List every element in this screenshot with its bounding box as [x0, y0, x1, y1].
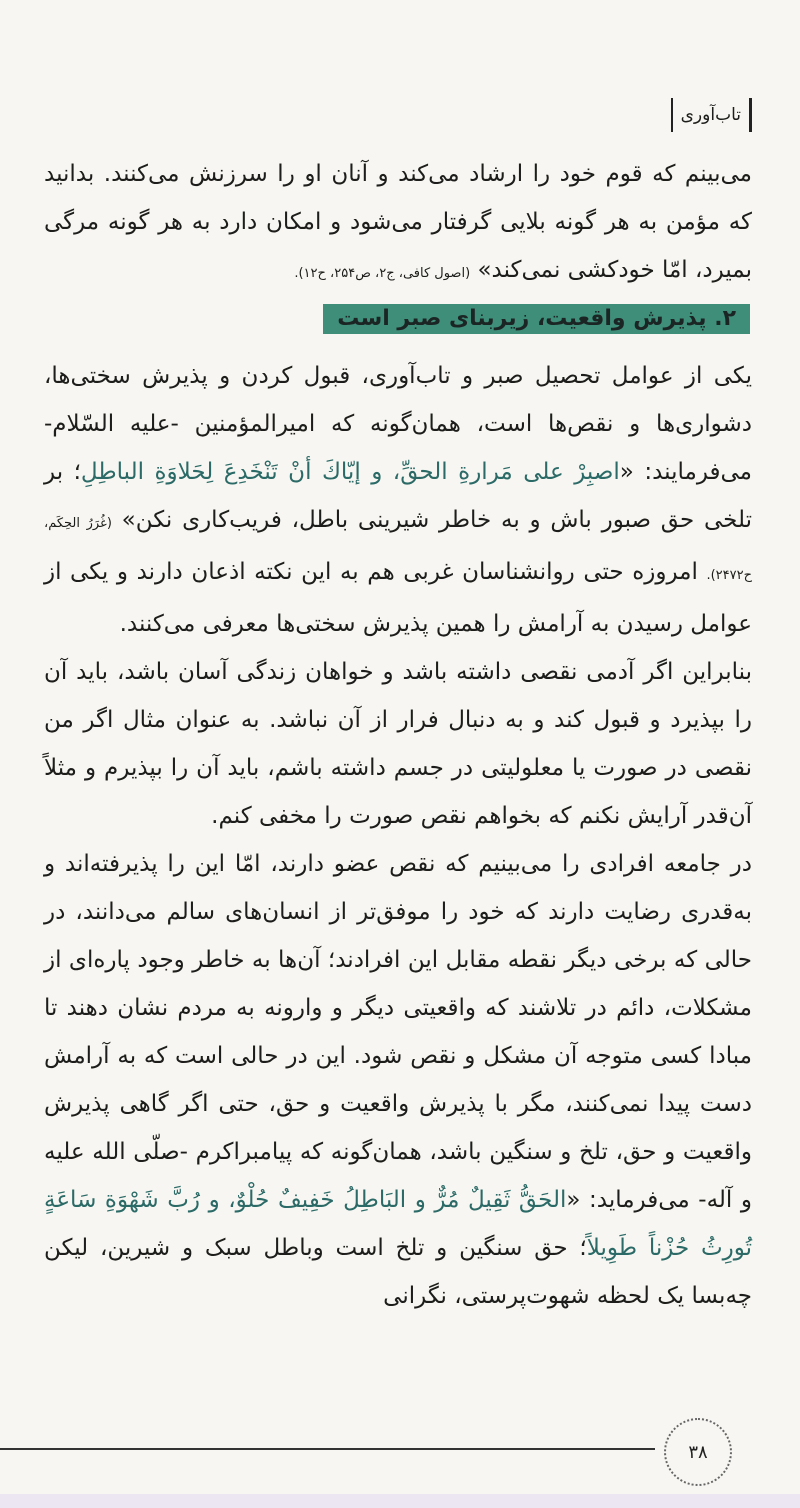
- paragraph-1-citation: (غُرَرُ الحِكَم، ح۲۴۷۲).: [44, 516, 752, 583]
- header-title: تاب‌آوری: [680, 105, 741, 125]
- paragraph-3: [44, 840, 752, 1320]
- paragraph-1: [44, 352, 752, 648]
- paragraph-1-quote: اصبِرْ علی مَرارةِ الحقِّ، و إيّاكَ أنْ تَنْخَدِعَ لِحَلاوَةِ الباطِلِ: [80, 459, 620, 485]
- page-number: ۳۸: [688, 1441, 708, 1463]
- paragraph-2-text: بنابراین اگر آدمی نقصی داشته باشد و خواهان زندگی آسان باشد، باید آن را بپذیرد و قبول کند و به دنبال فرار از آن نباشد. به عنوان مثال اگر من نقصی در صورت یا معلولیتی در جسم داشته باشم، باید آن را بپذیرم و مثلاً آن‌قدر آرایش نکنم که بخواهم نقص صورت را مخفی کنم.: [44, 659, 752, 829]
- paragraph-3-text-a: در جامعه افرادی را می‌بینیم که نقص عضو دارند، امّا این را پذیرفته‌اند و به‌قدری رضایت دارند که خود را موفق‌تر از انسان‌های سالم می‌دانند، در حالی که برخی دیگر نقطه مقابل این افرادند؛ آن‌ها به خاطر وجود پاره‌ای از مشکلات، دائم در تلاشند که واقعیتی دیگر و وارونه به مردم نشان دهند تا مبادا کسی متوجه آن مشکل و نقص شود. این در حالی است که به آرامش دست پیدا نمی‌کنند، مگر با پذیرش واقعیت و حق، حتی اگر گاهی پذیرش واقعیت و حق، تلخ و سنگین باشد، همان‌گونه که پیامبراکرم -صلّی الله علیه و آله- می‌فرماید: «: [44, 851, 752, 1213]
- intro-citation: (اصول کافی، ج۲، ص۲۵۴، ح۱۲).: [294, 266, 471, 281]
- footer-rule: [0, 1448, 655, 1450]
- paragraph-3-text-b: ؛ حق سنگین و تلخ است وباطل سبک و شیرین، لیکن چه‌بسا یک لحظه شهوت‌پرستی، نگرانی: [44, 1235, 752, 1309]
- paragraph-3-quote: الحَقُّ ثَقِيلٌ مُرٌّ و البَاطِلُ خَفِيفٌ حُلْوٌ، و رُبَّ شَهْوَةِ سَاعَةٍ تُورِثُ حُزْناً طَوِيلاً: [44, 1187, 753, 1261]
- header-bar-right: [671, 98, 673, 132]
- paragraph-1-text-c: امروزه حتی روانشناسان غربی هم به این نکته اذعان دارند و یکی از عوامل رسیدن به آرامش را همین پذیرش سختی‌ها معرفی می‌کنند.: [44, 559, 752, 637]
- paragraph-1-text-a: یکی از عوامل تحصیل صبر و تاب‌آوری، قبول کردن و پذیرش سختی‌ها، دشواری‌ها و نقص‌ها است، همان‌گونه که امیرالمؤمنین -علیه السّلام- می‌فرمایند: «: [44, 363, 752, 485]
- running-header: [671, 98, 752, 132]
- intro-paragraph: [44, 150, 752, 298]
- intro-text: می‌بینم که قوم خود را ارشاد می‌کند و آنان او را سرزنش می‌کنند. بدانید که مؤمن به هر گونه بلایی گرفتار می‌شود و امکان دارد به هر گونه مرگی بمیرد، امّا خودکشی نمی‌کند»: [44, 161, 752, 283]
- paragraph-1-text-b: ؛ بر تلخی حق صبور باش و به خاطر شیرینی باطل، فریب‌کاری نکن»: [44, 459, 752, 533]
- paragraph-2: [44, 648, 752, 840]
- section-heading: ۲. پذیرش واقعیت، زیربنای صبر است: [323, 304, 750, 334]
- bottom-edge: [0, 1494, 800, 1508]
- header-bar-left: [749, 98, 752, 132]
- page-number-badge: [664, 1418, 732, 1486]
- main-text: [44, 352, 752, 1320]
